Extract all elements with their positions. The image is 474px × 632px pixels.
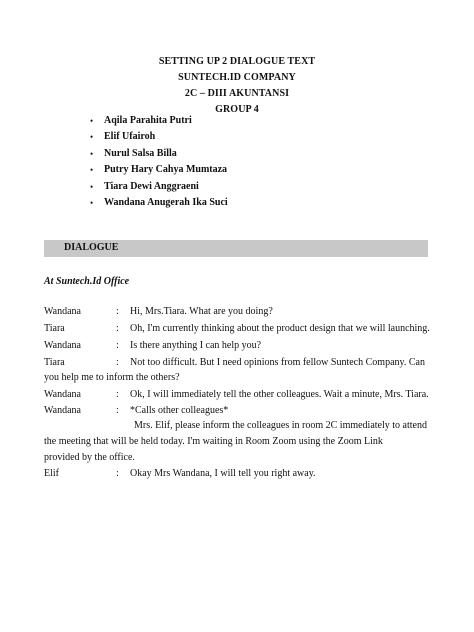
document-title: SETTING UP 2 DIALOGUE TEXT xyxy=(158,56,316,67)
bullet-icon: • xyxy=(90,165,94,176)
member-name: Elif Ufairoh xyxy=(104,131,156,143)
list-item xyxy=(90,162,228,178)
member-name: Nurul Salsa Billa xyxy=(104,147,177,159)
speaker-colon: : xyxy=(116,340,119,351)
speaker-colon: : xyxy=(116,306,119,317)
speech-text: Is there anything I can help you? xyxy=(130,340,262,351)
group-name: GROUP 4 xyxy=(215,104,259,115)
speaker-name: Wandana xyxy=(44,340,81,351)
member-name: Wandana Anugerah Ika Suci xyxy=(104,196,228,208)
narration-line: Mrs. Elif, please inform the colleagues in room 2C immediately to attend xyxy=(134,420,427,431)
list-item xyxy=(90,129,228,145)
speaker-name: Tiara xyxy=(44,323,65,334)
speech-text: Oh, I'm currently thinking about the product design that we will launching. xyxy=(130,323,430,334)
speaker-name: Elif xyxy=(44,468,59,479)
speaker-colon: : xyxy=(116,468,119,479)
bullet-icon: • xyxy=(90,148,94,159)
speech-continuation: you help me to inform the others? xyxy=(44,372,180,383)
speaker-name: Wandana xyxy=(44,389,81,400)
speech-text: Okay Mrs Wandana, I will tell you right away. xyxy=(130,468,316,479)
speaker-colon: : xyxy=(116,389,119,400)
speaker-name: Wandana xyxy=(44,306,81,317)
list-item xyxy=(90,113,228,129)
speaker-colon: : xyxy=(116,357,119,368)
speech-text: Not too difficult. But I need opinions from fellow Suntech Company. Can xyxy=(130,357,425,368)
class-name: 2C – DIII AKUNTANSI xyxy=(184,88,290,99)
member-name: Aqila Parahita Putri xyxy=(104,115,192,126)
bullet-icon: • xyxy=(90,132,94,143)
member-list xyxy=(90,113,228,211)
narration-line: provided by the office. xyxy=(44,452,135,463)
speaker-colon: : xyxy=(116,323,119,334)
member-name: Putry Hary Cahya Mumtaza xyxy=(104,164,228,176)
speech-text: Hi, Mrs.Tiara. What are you doing? xyxy=(130,306,273,317)
company-name: SUNTECH.ID COMPANY xyxy=(178,72,296,83)
section-header-bar xyxy=(44,240,428,257)
bullet-icon: • xyxy=(90,116,94,126)
speaker-name: Tiara xyxy=(44,357,65,368)
speaker-colon: : xyxy=(116,405,119,416)
section-title: DIALOGUE xyxy=(64,242,119,253)
bullet-icon: • xyxy=(90,181,94,192)
scene-location: At Suntech.Id Office xyxy=(44,276,130,287)
speech-text: *Calls other colleagues* xyxy=(130,405,229,416)
speech-text: Ok, I will immediately tell the other colleagues. Wait a minute, Mrs. Tiara. xyxy=(130,389,429,400)
narration-line: the meeting that will be held today. I'm waiting in Room Zoom using the Zoom Link xyxy=(44,436,383,447)
list-item xyxy=(90,179,228,195)
bullet-icon: • xyxy=(90,197,94,208)
list-item xyxy=(90,195,228,211)
list-item xyxy=(90,146,228,162)
speaker-name: Wandana xyxy=(44,405,81,416)
member-name: Tiara Dewi Anggraeni xyxy=(104,180,199,192)
